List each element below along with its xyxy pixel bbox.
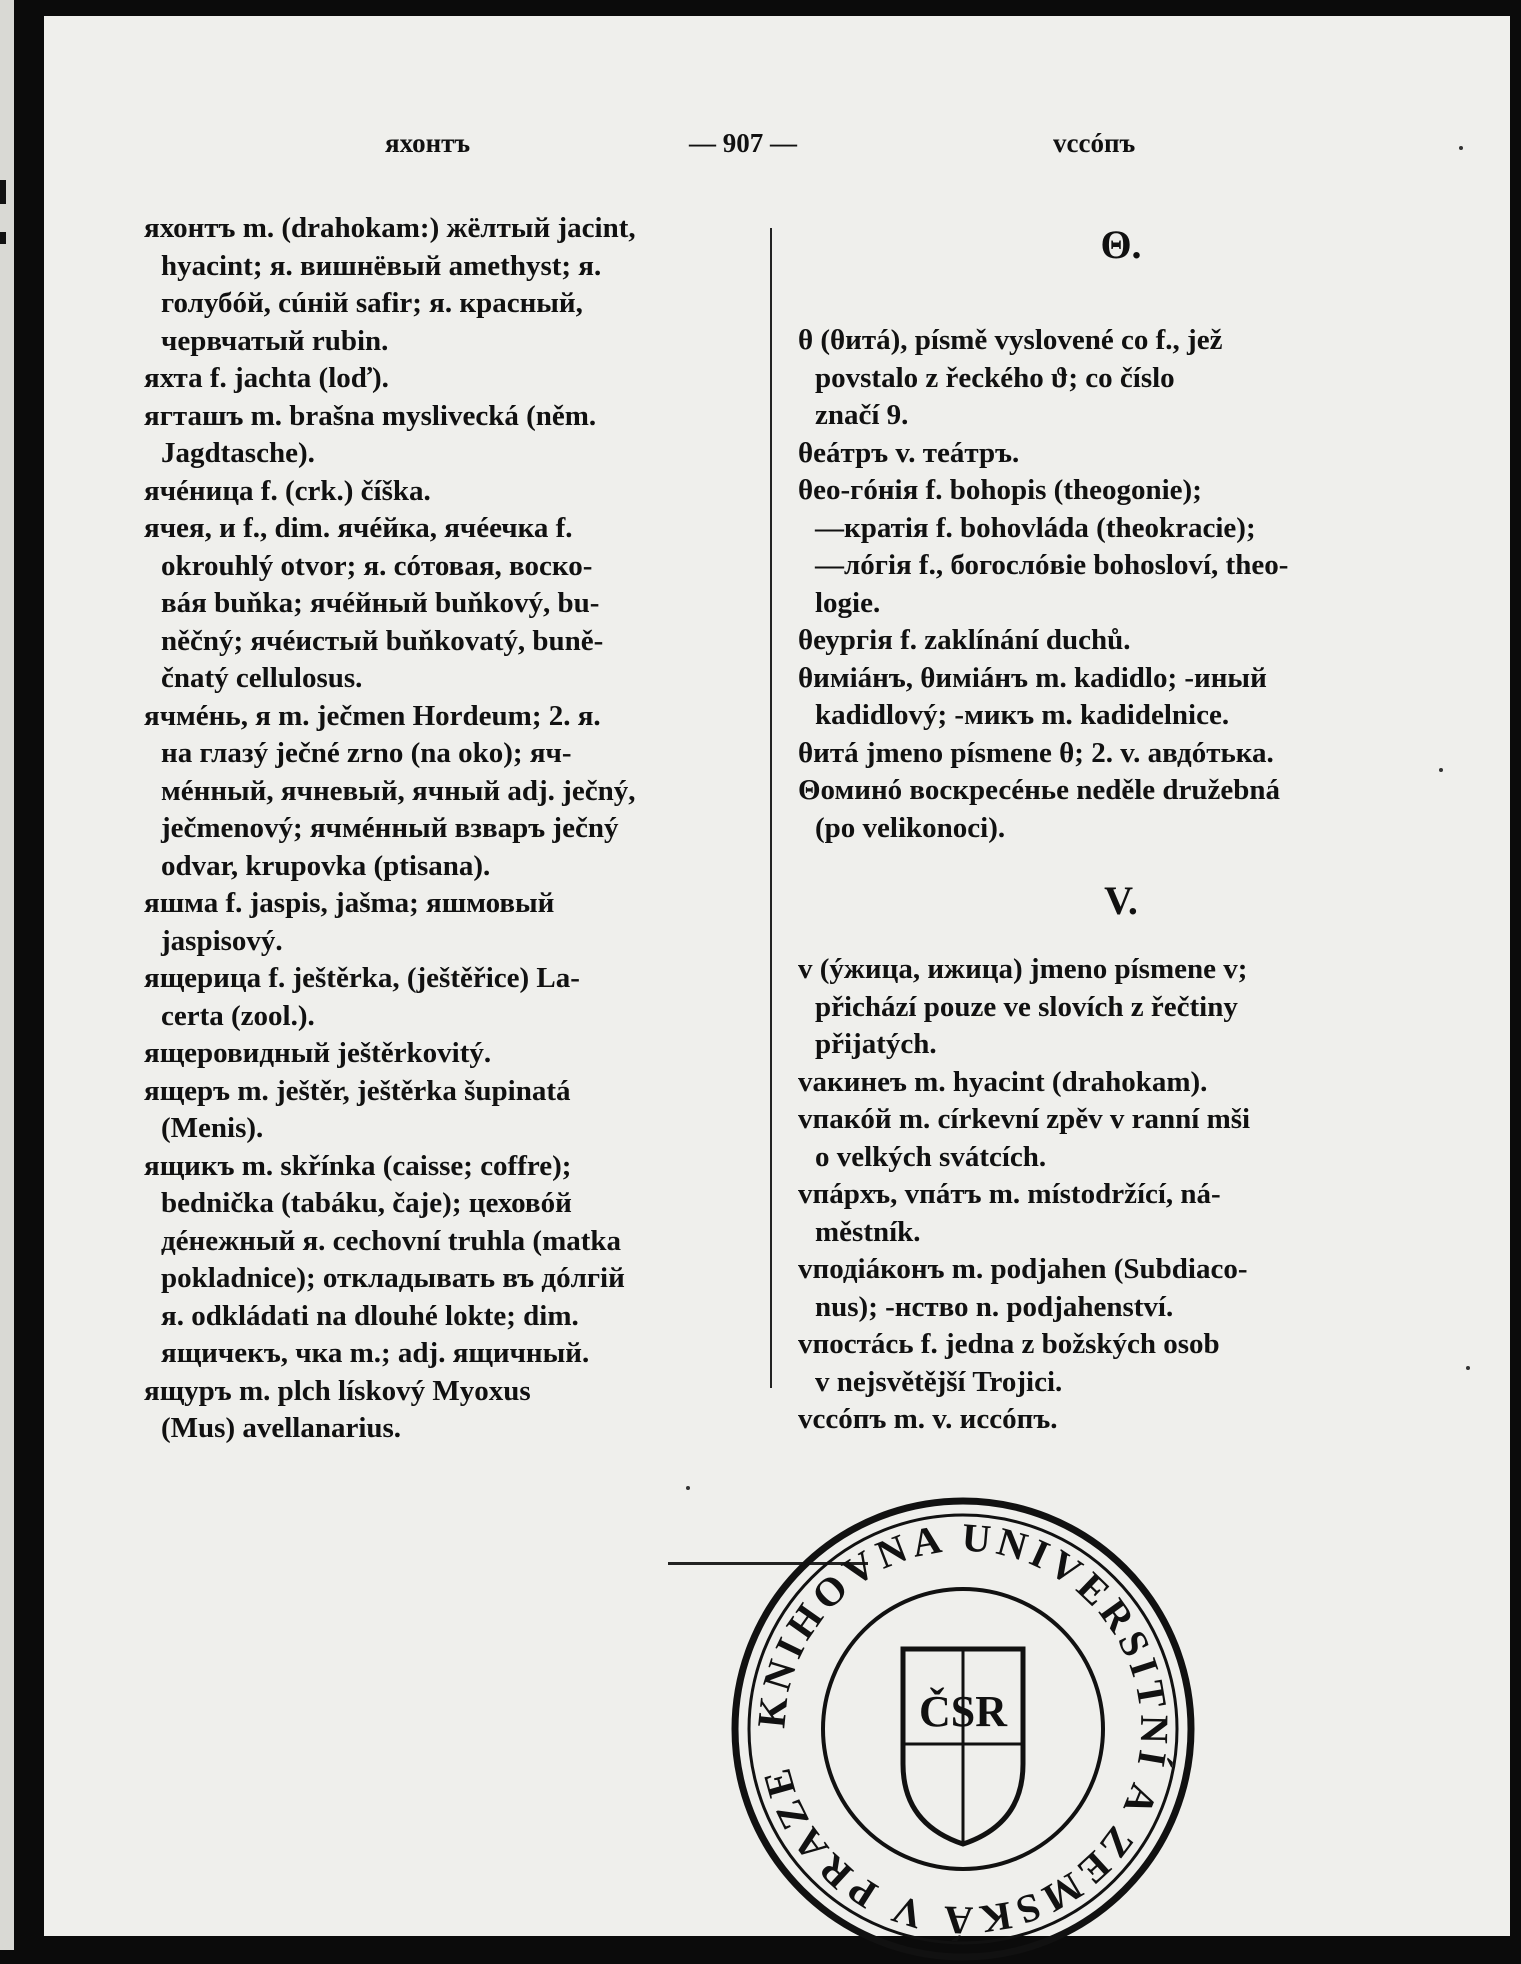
entry-line: přijatých.: [815, 1028, 937, 1060]
entry-line: ječmenový; ячмéнный взваръ ječný: [161, 812, 619, 844]
dictionary-entry: [798, 1101, 1444, 1176]
dictionary-page: [44, 16, 1510, 1944]
entry-line: на глазý ječné zrno (na oko); яч-: [161, 737, 572, 769]
entry-line: θитá jmeno písmene θ; 2. v. авдóтька.: [798, 736, 1274, 769]
dictionary-entry: [798, 951, 1444, 1064]
column-divider: [770, 228, 772, 1388]
header-first-word: яхонтъ: [385, 128, 471, 158]
entry-line: яхонтъ m. (drahokam:) жёлтый jacint,: [144, 212, 636, 244]
entry-line: я. odkládati na dlouhé lokte; dim.: [161, 1299, 579, 1332]
izhitsa-entries: [798, 951, 1444, 1439]
entry-line: vпостáсь f. jedna z božských osob: [798, 1328, 1220, 1360]
entry-line: дéнежный я. cechovní truhla (matka: [161, 1224, 622, 1257]
scan-mark: [0, 180, 6, 204]
entry-line: (Menis).: [161, 1112, 264, 1144]
dictionary-entry: [144, 698, 736, 886]
section-heading-theta: Θ.: [1100, 222, 1142, 267]
entry-line: ячея, и f., dim. ячéйка, ячéечка f.: [144, 512, 573, 544]
dictionary-entry: [798, 1326, 1444, 1401]
entry-line: Jagdtasche).: [161, 437, 315, 469]
entry-line: hyacint; я. вишнёвый amethyst; я.: [161, 249, 602, 282]
entry-line: v (ýжица, ижица) jmeno písmene v;: [798, 953, 1248, 985]
scan-mark: [0, 232, 6, 244]
dictionary-entry: [798, 660, 1444, 735]
entry-line: jaspisový.: [161, 924, 283, 957]
entry-line: θеáтръ v. теáтръ.: [798, 436, 1020, 469]
entry-line: θеургія f. zaklínání duchů.: [798, 624, 1131, 656]
dictionary-entry: [798, 735, 1444, 773]
speck: [1439, 768, 1443, 772]
dictionary-entry: [144, 210, 736, 360]
header-last-word: vссóпъ: [1053, 128, 1136, 158]
dictionary-entry: [144, 473, 736, 511]
dictionary-entry: [144, 360, 736, 398]
entry-line: ящеровидный ještěrkovitý.: [144, 1037, 492, 1069]
entry-line: мéнный, ячневый, ячный adj. ječný,: [161, 774, 636, 807]
entry-line: —лóгія f., богослóвіе bohosloví, theo-: [815, 549, 1289, 581]
entry-line: ящерица f. ještěrka, (ještěřice) La-: [144, 962, 580, 994]
dictionary-entry: [798, 1176, 1444, 1251]
dictionary-entry: [144, 398, 736, 473]
entry-line: v nejsvětější Trojici.: [815, 1365, 1063, 1398]
entry-line: o velkých svátcích.: [815, 1140, 1047, 1173]
entry-line: яхта f. jachta (loď).: [144, 362, 389, 394]
entry-line: ягташъ m. brašna myslivecká (něm.: [144, 399, 597, 432]
entry-line: značí 9.: [815, 399, 909, 431]
entry-line: čnatý cellulosus.: [161, 662, 363, 694]
entry-line: ящичекъ, чка m.; adj. ящичный.: [161, 1337, 590, 1369]
entry-line: вáя buňka; ячéйный buňkový, bu-: [161, 587, 600, 619]
entry-line: vподіáконъ m. podjahen (Subdiaco-: [798, 1253, 1248, 1285]
entry-line: vссóпъ m. v. иссóпъ.: [798, 1403, 1058, 1435]
dictionary-entry: [798, 322, 1444, 435]
dictionary-entry: [144, 1148, 736, 1373]
entry-line: vпакóй m. církevní zpěv v ranní mši: [798, 1103, 1251, 1135]
entry-line: vакинеъ m. hyacint (drahokam).: [798, 1065, 1208, 1098]
dictionary-entry: [798, 435, 1444, 473]
dictionary-entry: [798, 622, 1444, 660]
entry-line: pokladnice); откладывать въ дóлгій: [161, 1262, 625, 1294]
dictionary-entry: [144, 960, 736, 1035]
entry-line: povstalo z řeckého ϑ; co číslo: [815, 361, 1175, 394]
entry-line: vпáрхъ, vпáтъ m. místodržící, ná-: [798, 1178, 1221, 1210]
entry-line: яшма f. jaspis, jašma; яшмовый: [144, 887, 555, 919]
entry-line: —кратія f. bohovláda (theokracie);: [815, 511, 1256, 544]
dictionary-entry: [144, 1073, 736, 1148]
entry-line: bednička (tabáku, čaje); цеховóй: [161, 1187, 572, 1219]
left-column: [144, 210, 736, 1448]
entry-line: ячмéнь, я m. ječmen Hordeum; 2. я.: [144, 699, 601, 732]
entry-line: ящеръ m. ještěr, ještěrka šupinatá: [144, 1074, 571, 1107]
entry-line: certa (zool.).: [161, 999, 315, 1032]
entry-line: Θоминó воскресéнье neděle družebná: [798, 774, 1281, 806]
dictionary-entry: [144, 1373, 736, 1448]
dictionary-entry: [144, 885, 736, 960]
entry-line: θео-гóнія f. bohopis (theogonie);: [798, 474, 1202, 506]
speck: [686, 1486, 690, 1490]
dictionary-entry: [798, 772, 1444, 847]
dictionary-entry: [798, 1401, 1444, 1439]
section-heading-izhitsa: V.: [1104, 878, 1138, 923]
entry-line: (Mus) avellanarius.: [161, 1412, 402, 1444]
dictionary-entry: [144, 1035, 736, 1073]
stamp-ring-text: KNIHOVNA UNIVERSITNÍ A ZEMSKÁ V PRAZE: [748, 1514, 1178, 1944]
page-number: — 907 —: [689, 128, 797, 158]
right-column: [798, 210, 1444, 1439]
dictionary-entry: [798, 1251, 1444, 1326]
entry-line: червчатый rubin.: [161, 324, 389, 357]
entry-line: ячéница f. (crk.) číška.: [144, 474, 431, 507]
entry-line: přichází pouze ve slovích z řečtiny: [815, 990, 1238, 1023]
entry-line: голубóй, сúній safir; я. красный,: [161, 287, 583, 319]
page-header: [44, 128, 1510, 168]
dictionary-entry: [144, 510, 736, 698]
theta-entries: [798, 322, 1444, 847]
entry-line: θ (θитá), písmě vyslovené co f., jež: [798, 324, 1223, 356]
entry-line: logie.: [815, 586, 881, 619]
entry-line: ящуръ m. plch lískový Myoxus: [144, 1374, 531, 1407]
entry-line: odvar, krupovka (ptisana).: [161, 849, 491, 882]
entry-line: θиміáнъ, θиміáнъ m. kadidlo; -иный: [798, 661, 1267, 694]
speck: [1459, 146, 1463, 150]
dictionary-entry: [798, 472, 1444, 622]
library-stamp: [728, 1494, 1198, 1964]
entry-line: kadidlový; -микъ m. kadidelnice.: [815, 699, 1230, 731]
scan-left-strip: [0, 0, 14, 1950]
entry-line: (po velikonoci).: [815, 811, 1006, 844]
entry-line: městník.: [815, 1215, 921, 1248]
entry-line: okrouhlý otvor; я. сóтовая, воско-: [161, 549, 593, 582]
entry-line: nus); -нство n. podjahenství.: [815, 1290, 1174, 1323]
stamp-center-text: ČSR: [918, 1687, 1008, 1736]
speck: [1466, 1366, 1470, 1370]
entry-line: něčný; ячéистый buňkovatý, buně-: [161, 624, 604, 657]
dictionary-entry: [798, 1064, 1444, 1102]
entry-line: ящикъ m. skřínka (caisse; coffre);: [144, 1149, 572, 1182]
